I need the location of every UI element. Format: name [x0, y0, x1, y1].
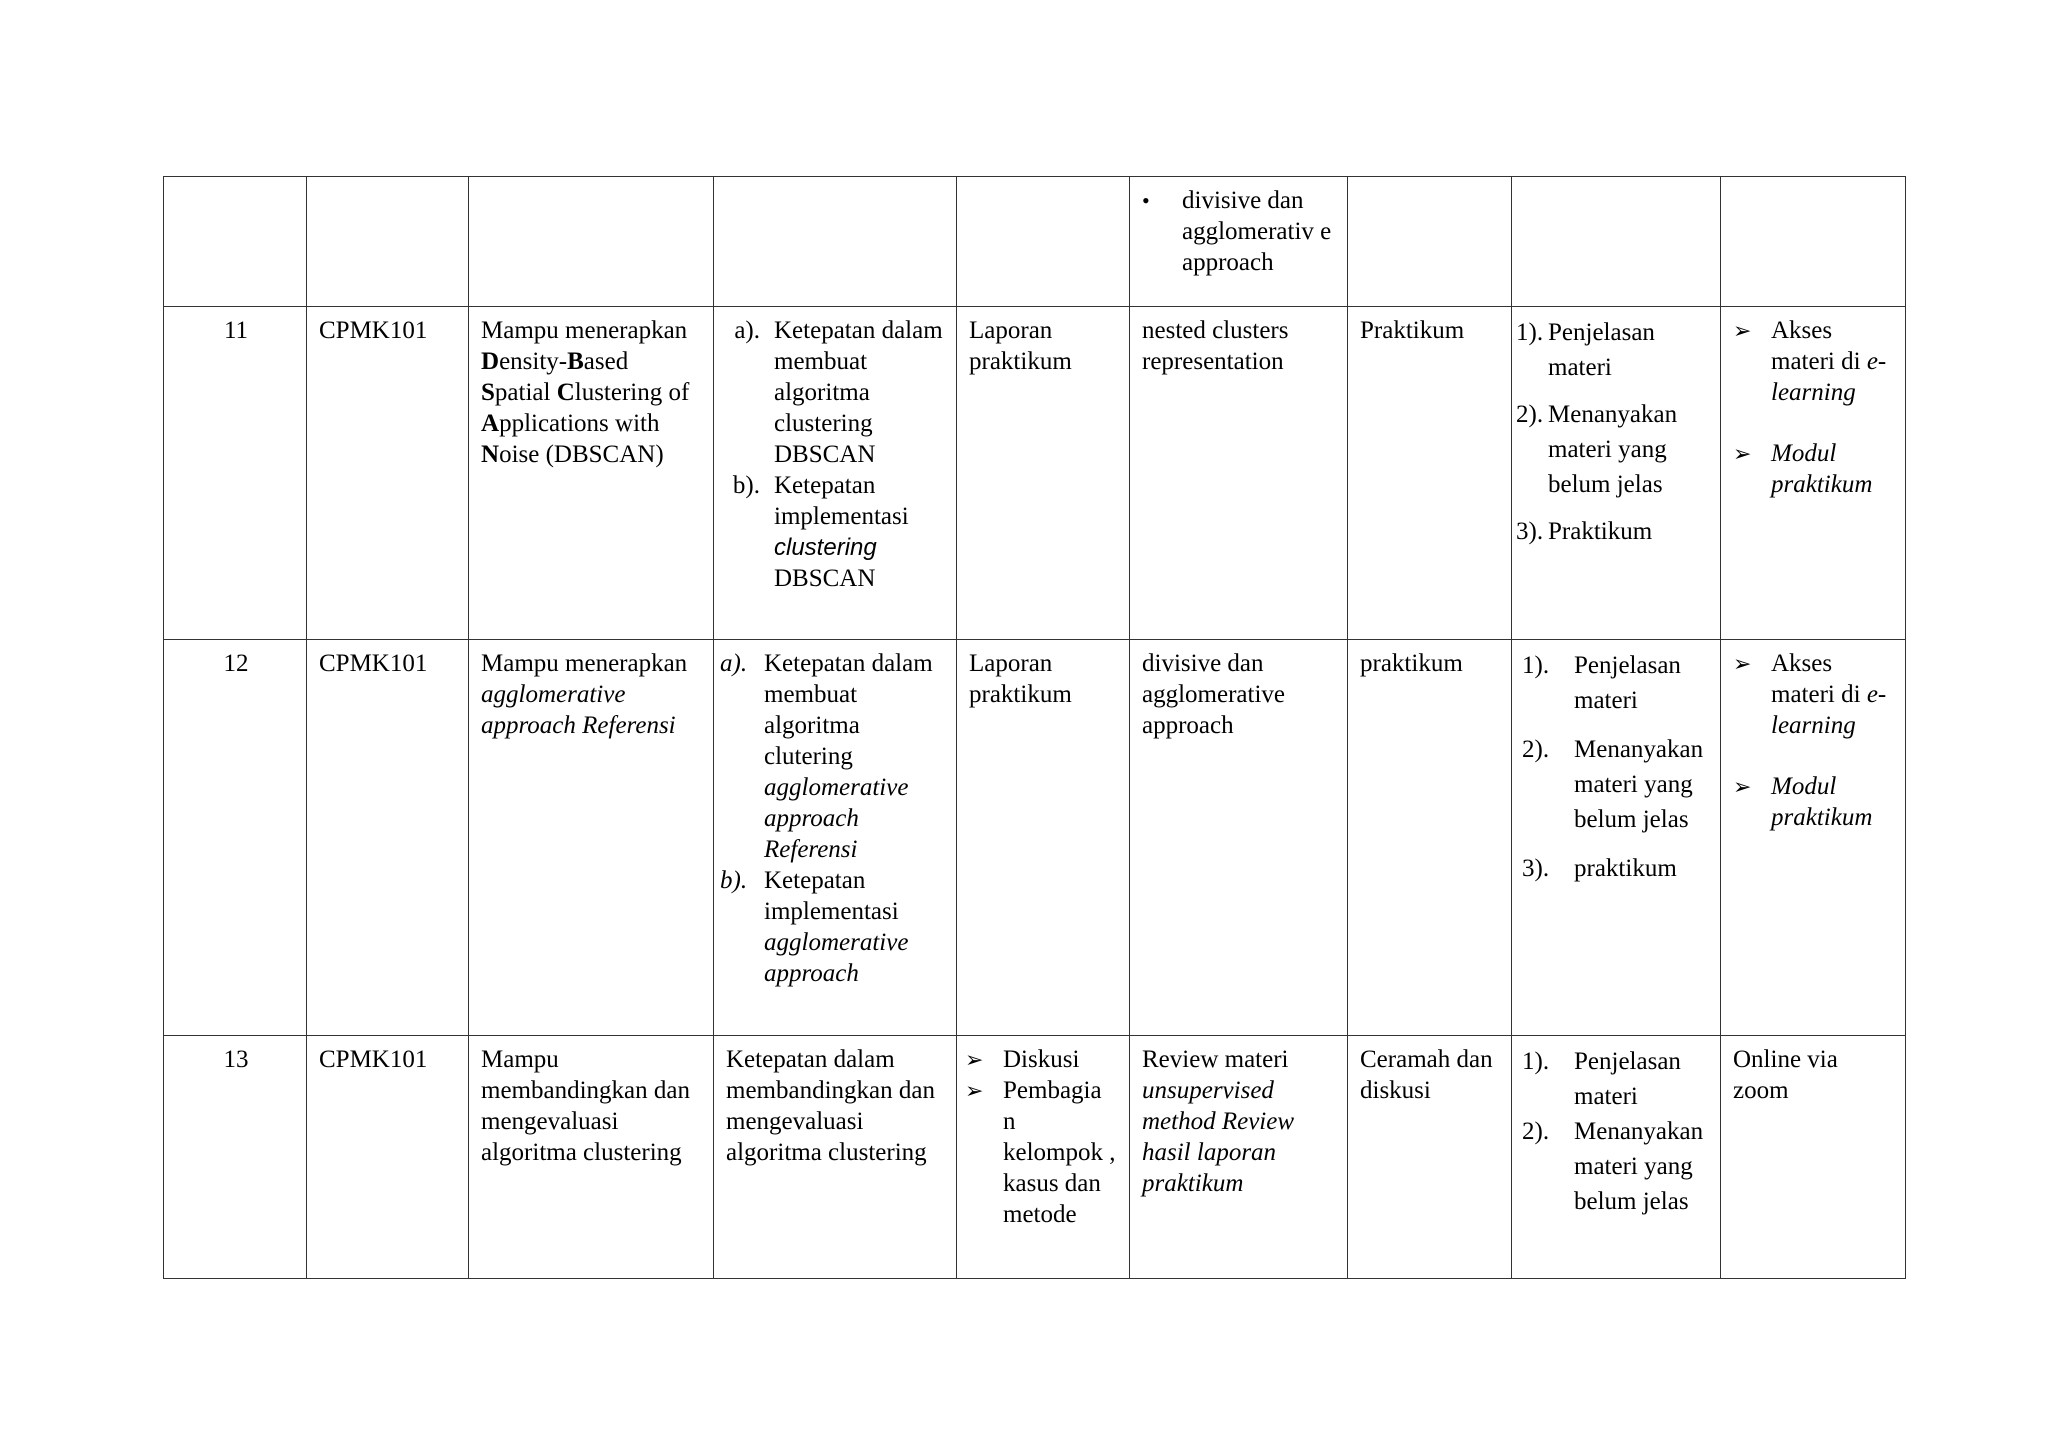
list-item-text: Menanyakan materi yang belum jelas [1574, 1118, 1704, 1215]
cell-assessment [957, 1036, 1130, 1279]
list-item-text [1771, 648, 1895, 741]
list-item-text: Modul praktikum [1771, 440, 1873, 498]
list-item [714, 470, 946, 594]
bullet-list [1142, 185, 1337, 278]
text-run-italic: e-learning [1771, 348, 1887, 406]
table-row [164, 177, 1906, 307]
ability-text: ensity- [499, 348, 568, 375]
ability-text: oise (DBSCAN) [499, 441, 664, 468]
cell-week: 13 [164, 1036, 307, 1279]
activity-list [1522, 648, 1710, 886]
text-run: Ketepatan implementasi [774, 472, 909, 530]
media-list [1733, 315, 1895, 500]
cell-cpmk: CPMK101 [307, 1036, 469, 1279]
cell-cpmk: CPMK101 [307, 640, 469, 1036]
cell-material [1130, 1036, 1348, 1279]
text-run: Ketepatan implementasi [764, 867, 899, 925]
text-run: Akses materi di [1771, 650, 1867, 708]
table-row [164, 307, 1906, 640]
ability-text: pplications with [499, 410, 660, 437]
cell-empty [1512, 177, 1721, 307]
ability-text: Mampu menerapkan [481, 650, 688, 677]
list-item [720, 865, 946, 989]
ability-text: patial [494, 379, 557, 406]
list-item [720, 648, 946, 865]
list-marker: a). [720, 650, 748, 677]
cell-method: Praktikum [1348, 307, 1512, 640]
cell-empty [469, 177, 714, 307]
list-item-text [764, 648, 946, 865]
cell-ability [469, 640, 714, 1036]
list-item [1522, 851, 1710, 886]
cell-activities [1512, 1036, 1721, 1279]
list-item [1733, 648, 1895, 741]
cell-empty [307, 177, 469, 307]
list-item [1733, 315, 1895, 408]
cell-empty [164, 177, 307, 307]
text-run: Akses materi di [1771, 317, 1867, 375]
list-item-text: Ketepatan dalam membuat algoritma clustering DBSCAN [774, 317, 943, 468]
list-item-text [764, 865, 946, 989]
cell-indicator [714, 640, 957, 1036]
ability-text: ased [583, 348, 629, 375]
cell-media: Online via zoom [1721, 1036, 1906, 1279]
list-marker: 1). [1516, 319, 1544, 346]
ability-bold: D [481, 348, 500, 375]
arrow-bullet-icon: ➢ [1733, 774, 1752, 799]
list-item [965, 1044, 1119, 1075]
cell-media [1721, 307, 1906, 640]
cell-media [1721, 640, 1906, 1036]
ability-text: Mampu menerapkan [481, 317, 688, 344]
list-item-text [1771, 315, 1895, 408]
list-item [1522, 1044, 1710, 1114]
list-item [1522, 648, 1710, 718]
arrow-bullet-icon: ➢ [1733, 441, 1752, 466]
cell-material [1130, 177, 1348, 307]
cell-activities [1512, 640, 1721, 1036]
assessment-list [965, 1044, 1119, 1230]
list-marker: b). [720, 867, 748, 894]
arrow-bullet-icon: ➢ [1733, 318, 1752, 343]
list-item-text: Penjelasan materi [1548, 319, 1655, 381]
list-marker: 3). [1516, 518, 1544, 545]
list-marker: 1). [1522, 652, 1550, 679]
list-item-text: Modul praktikum [1771, 773, 1873, 831]
list-item-text: Penjelasan materi [1574, 1048, 1681, 1110]
ability-text: lustering of [574, 379, 690, 406]
list-item [1516, 514, 1710, 549]
cell-ability [469, 307, 714, 640]
arrow-bullet-icon: ➢ [1733, 651, 1752, 676]
ability-bold: B [567, 348, 584, 375]
list-marker: 2). [1522, 1118, 1550, 1145]
arrow-bullet-icon: ➢ [965, 1078, 984, 1103]
text-run: DBSCAN [774, 565, 876, 592]
cell-assessment: Laporan praktikum [957, 307, 1130, 640]
list-item [1516, 315, 1710, 385]
cell-method: Ceramah dan diskusi [1348, 1036, 1512, 1279]
list-item [1522, 1114, 1710, 1219]
ability-bold: N [481, 441, 500, 468]
text-run-italic: clustering [774, 534, 877, 561]
list-marker: 2). [1516, 401, 1544, 428]
activity-list [1522, 1044, 1710, 1219]
cell-indicator: Ketepatan dalam membandingkan dan mengevaluasi algoritma clustering [714, 1036, 957, 1279]
list-item-text: Pembagia n kelompok , kasus dan metode [1003, 1077, 1116, 1228]
list-item-text: Praktikum [1548, 518, 1653, 545]
list-item-text: Menanyakan materi yang belum jelas [1548, 401, 1678, 498]
text-run-italic: agglomerative approach Referensi [764, 774, 909, 863]
ability-bold: S [481, 379, 495, 406]
list-item [1516, 397, 1710, 502]
bullet-icon: • [1142, 188, 1150, 213]
list-item [965, 1075, 1119, 1230]
list-item-text [774, 470, 946, 594]
cell-ability: Mampu membandingkan dan mengevaluasi algoritma clustering [469, 1036, 714, 1279]
ability-bold: C [556, 379, 575, 406]
list-marker: a). [734, 317, 760, 344]
cell-material: divisive dan agglomerative approach [1130, 640, 1348, 1036]
indicator-list [714, 315, 946, 594]
indicator-list [720, 648, 946, 989]
list-item-text: Menanyakan materi yang belum jelas [1574, 736, 1704, 833]
cell-activities [1512, 307, 1721, 640]
activity-list [1516, 315, 1710, 549]
list-item [714, 315, 946, 470]
cell-empty [957, 177, 1130, 307]
cell-empty [1721, 177, 1906, 307]
list-item-text: Diskusi [1003, 1046, 1080, 1073]
table-row [164, 640, 1906, 1036]
material-text: Review materi [1142, 1046, 1289, 1073]
list-item-text: Penjelasan materi [1574, 652, 1681, 714]
list-item [1733, 771, 1895, 833]
material-text-italic: unsupervised method Review hasil laporan praktikum [1142, 1077, 1295, 1197]
text-run: Ketepatan dalam membuat algoritma clutering [764, 650, 933, 770]
ability-text-italic: agglomerative approach Referensi [481, 681, 676, 739]
list-item-text: divisive dan agglomerativ e approach [1182, 187, 1332, 276]
list-item [1733, 438, 1895, 500]
list-item-text: praktikum [1574, 855, 1677, 882]
media-list [1733, 648, 1895, 833]
ability-bold: A [481, 410, 500, 437]
cell-week: 12 [164, 640, 307, 1036]
list-marker: 1). [1522, 1048, 1550, 1075]
list-item [1142, 185, 1337, 278]
cell-week: 11 [164, 307, 307, 640]
rps-table [163, 176, 1906, 1279]
cell-empty [1348, 177, 1512, 307]
arrow-bullet-icon: ➢ [965, 1047, 984, 1072]
text-run-italic: e-learning [1771, 681, 1887, 739]
list-marker: 3). [1522, 855, 1550, 882]
cell-empty [714, 177, 957, 307]
cell-method: praktikum [1348, 640, 1512, 1036]
cell-indicator [714, 307, 957, 640]
list-marker: 2). [1522, 736, 1550, 763]
table-row [164, 1036, 1906, 1279]
cell-assessment: Laporan praktikum [957, 640, 1130, 1036]
list-marker: b). [732, 472, 760, 499]
list-item [1522, 732, 1710, 837]
cell-cpmk: CPMK101 [307, 307, 469, 640]
text-run-italic: agglomerative approach [764, 929, 909, 987]
cell-material: nested clusters representation [1130, 307, 1348, 640]
